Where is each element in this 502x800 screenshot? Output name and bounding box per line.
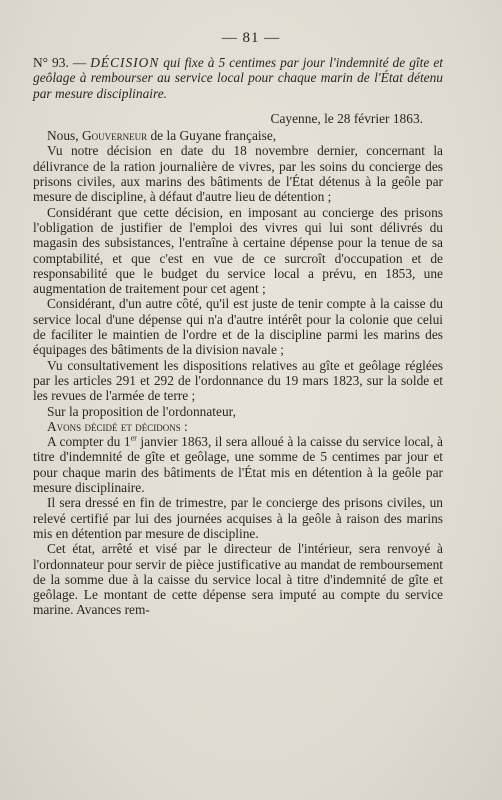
governor-title: Gouverneur <box>81 128 148 144</box>
ordinal-superscript: er <box>130 433 137 443</box>
article-paragraph <box>33 434 443 495</box>
decision-heading <box>33 55 443 101</box>
decision-label: DÉCISION <box>90 55 160 70</box>
consideration-paragraph: Vu notre décision en date du 18 novembre dernier, concernant la délivrance de la ration journalière de vivres, par les soins du concierge des prisons civiles, aux marins des bâtiments de l'État détenus à la geôle par mesure de discipline, à défaut d'autre lieu de détention ; <box>33 143 443 205</box>
consideration-paragraph: Considérant, d'un autre côté, qu'il est juste de tenir compte à la caisse du service local d'une dépense qui n'a d'autre intérêt pour la colonie que celui de faciliter le maintien de l'ordre et de la discipline parmi les marins des équipages des bâtiments de la division navale ; <box>33 296 443 358</box>
decision-formula: Avons décidé et décidons : <box>47 418 188 434</box>
governor-line <box>33 128 443 143</box>
consideration-paragraph: Sur la proposition de l'ordonnateur, <box>47 403 236 419</box>
decision-subject: qui fixe à 5 centimes par jour l'indemnité de gîte et geôlage à rembourser au service local pour chaque marin de l'État détenu par mesure disciplinaire. <box>33 55 443 101</box>
consideration-paragraph: Considérant que cette décision, en imposant au concierge des prisons l'obligation de justifier de l'emploi des vivres qui lui sont délivrés du magasin des subsistances, l'entraîne à certaine dépense pour la tenue de sa comptabilité, et que c'est en vue de ce surcroît d'occupation et de responsabilité que le budget du service local a prévu, en 1853, une augmentation de traitement pour cet agent ; <box>33 204 443 297</box>
page-body <box>33 55 443 618</box>
dateline: Cayenne, le 28 février 1863. <box>270 110 423 126</box>
nous-rest: de la Guyane française, <box>147 128 277 144</box>
article-paragraph: Il sera dressé en fin de trimestre, par le concierge des prisons civiles, un relevé certifié par lui des journées acquises à la geôle à raison des marins mis en détention par mesure de discipline. <box>33 495 443 541</box>
page-number: — 81 — <box>221 30 281 46</box>
consideration-paragraph: Vu consultativement les dispositions relatives au gîte et geôlage réglées par les articles 291 et 292 de l'ordonnance du 19 mars 1823, sur la solde et les revues de l'armée de terre ; <box>33 357 443 404</box>
article-text: janvier 1863, il sera alloué à la caisse du service local, à titre d'indemnité de gîte et geôlage, une somme de 5 centimes par jour et pour chaque marin des bâtiments de l'État mis en détention à la geôle par mesure disciplinaire. <box>33 434 443 496</box>
article-text: A compter du 1 <box>47 434 131 450</box>
article-paragraph: Cet état, arrêté et visé par le directeur de l'intérieur, sera renvoyé à l'ordonnateur pour servir de pièce justificative au mandat de remboursement de la somme due à la caisse du service local à titre d'indemnité de gîte et geôlage. Le montant de cette dépense sera imputé au compte du service marine. Avances rem- <box>33 541 443 618</box>
decision-number: N° 93. <box>33 55 69 70</box>
heading-dash: — <box>68 55 91 70</box>
nous-prefix: Nous, <box>47 128 82 144</box>
